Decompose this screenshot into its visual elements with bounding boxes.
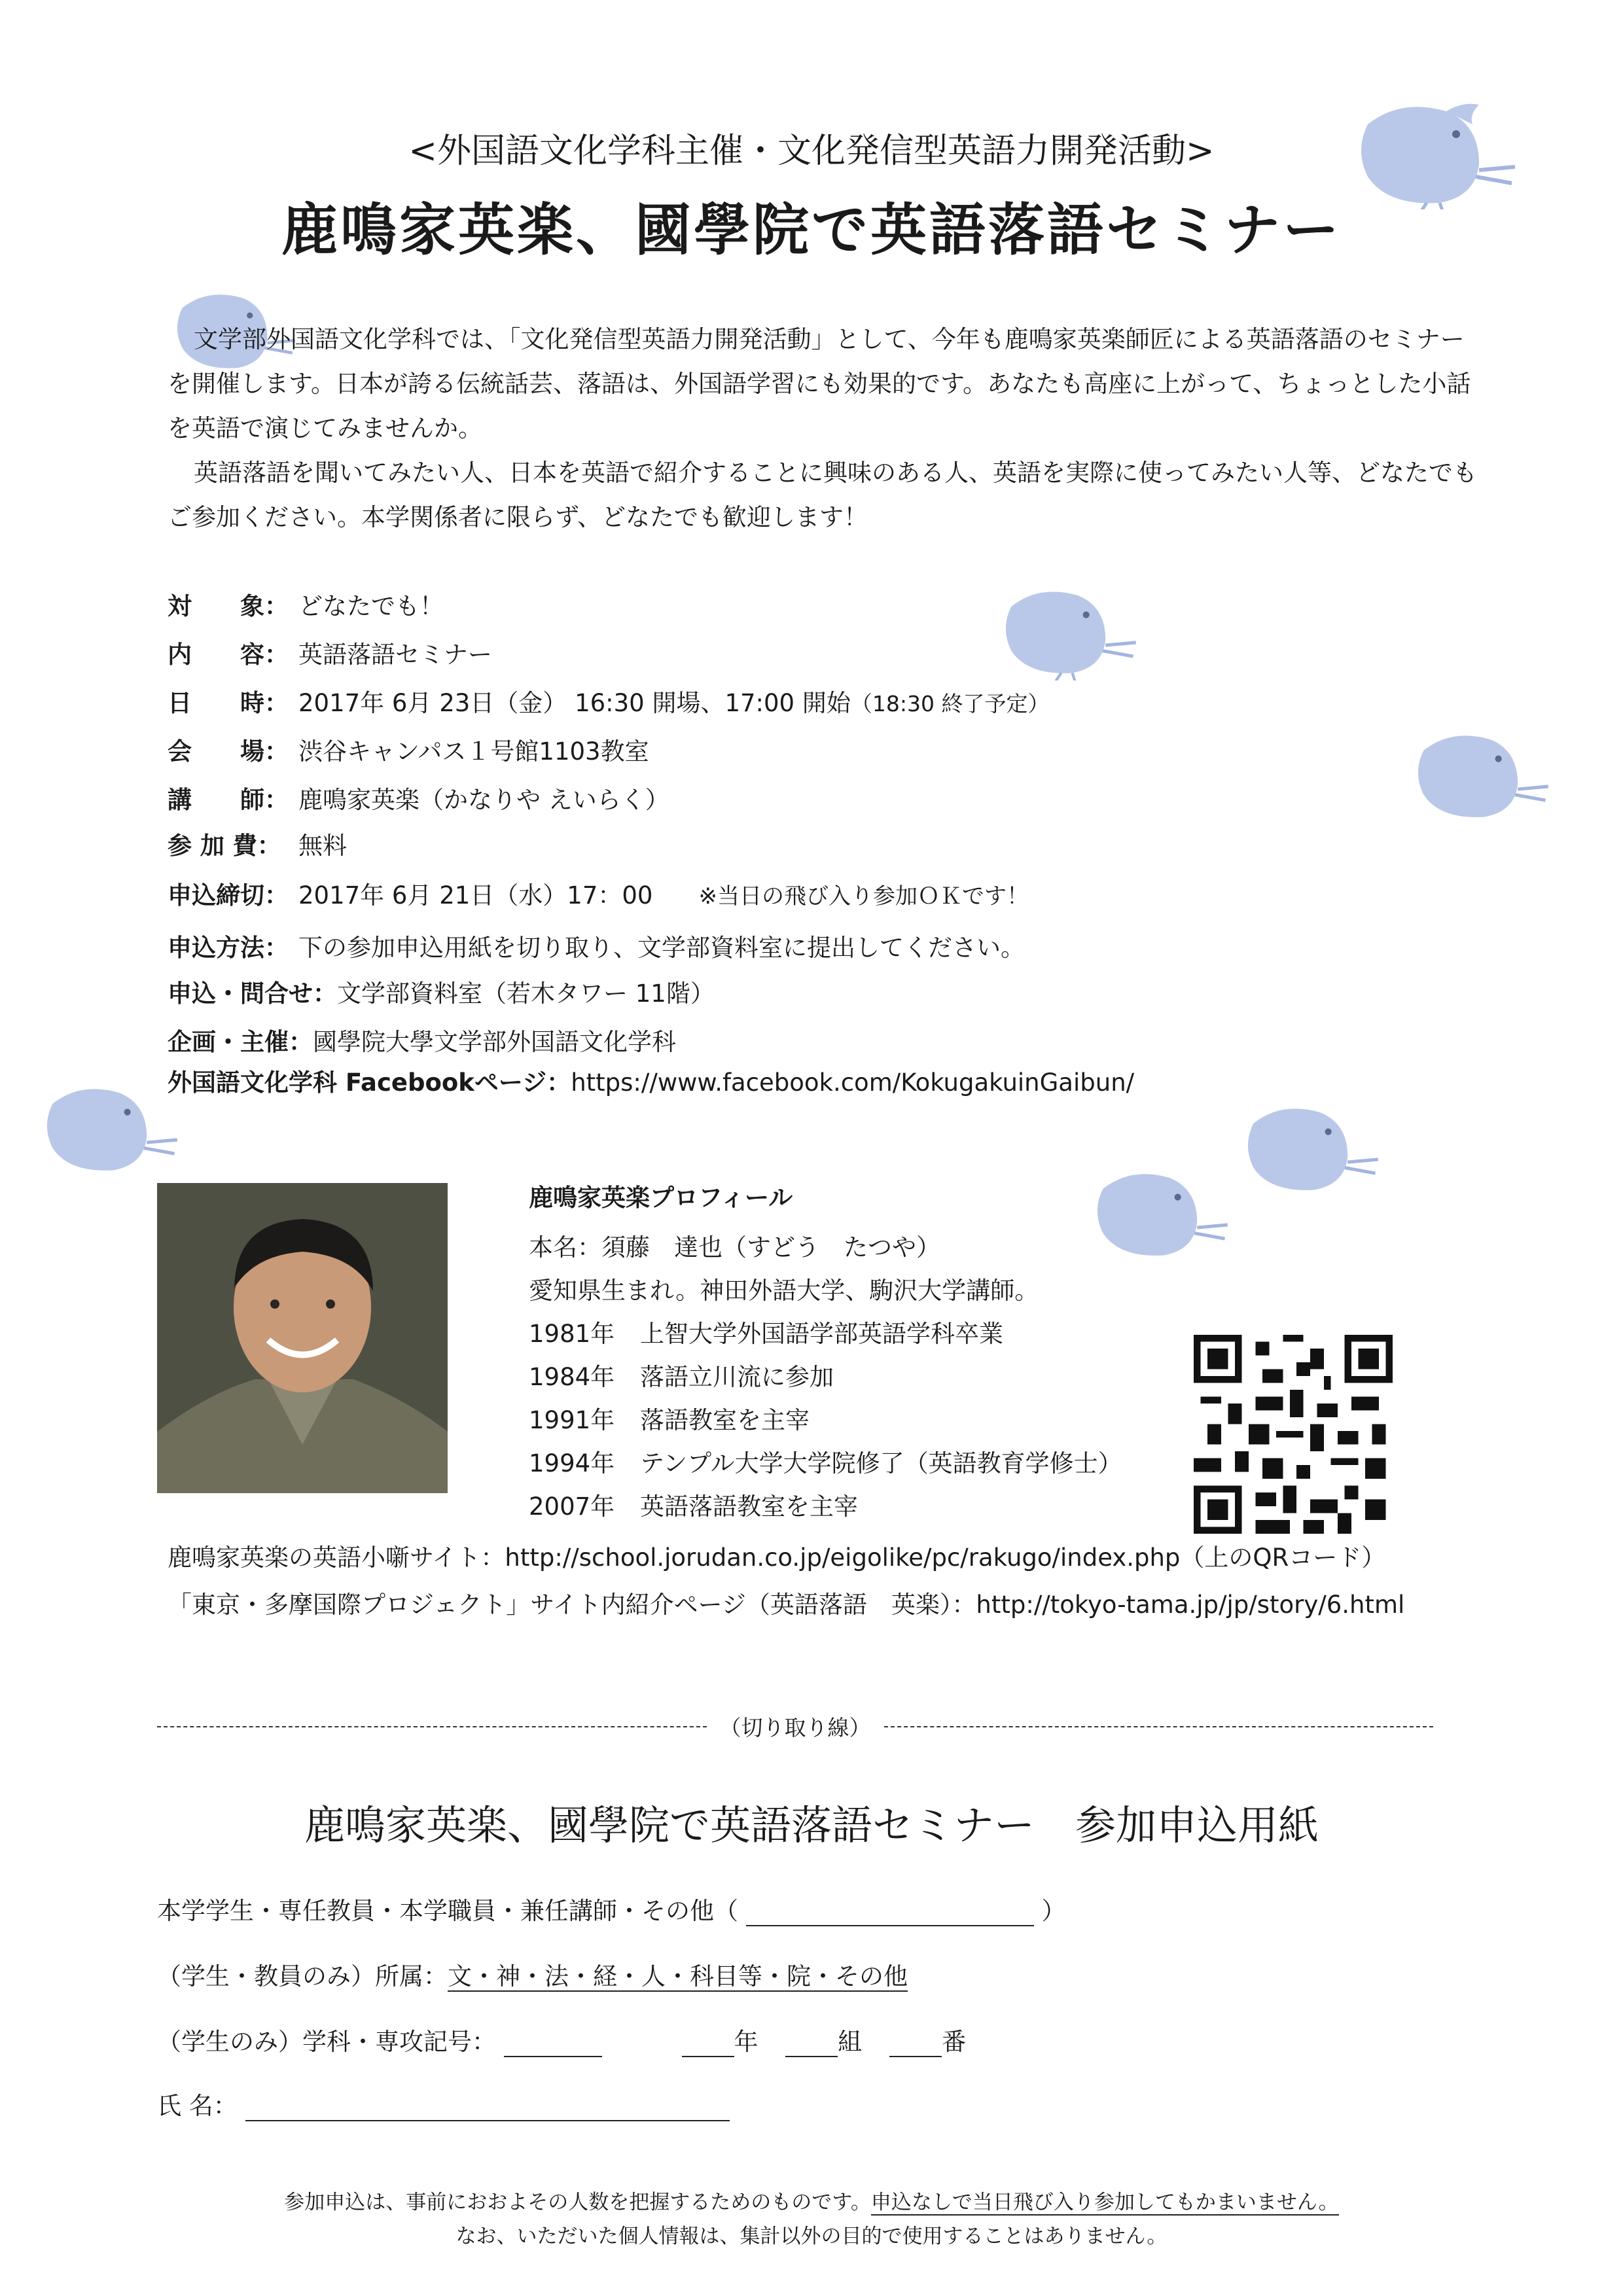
profile-history-item: 2007年 英語落語教室を主宰 — [529, 1492, 858, 1521]
detail-value: どなたでも！ — [298, 592, 444, 620]
form-title: 鹿鳴家英楽、國學院で英語落語セミナー 参加申込用紙 — [304, 1801, 1319, 1849]
detail-label: 内 容： — [168, 641, 289, 669]
detail-content — [168, 635, 492, 670]
detail-label: 企画・主催： — [168, 1028, 313, 1056]
event-subtitle: <外国語文化学科主催・文化発信型英語力開発活動> — [408, 132, 1215, 171]
detail-target — [168, 586, 444, 622]
detail-value: 國學院大學文学部外国語文化学科 — [313, 1028, 676, 1056]
profile-history-item: 1991年 落語教室を主宰 — [529, 1406, 810, 1434]
affiliation-options[interactable]: 文・神・法・経・人・科目等・院・その他 — [448, 1962, 908, 1990]
detail-value: 2017年 6月 21日（水）17：00 — [298, 881, 653, 910]
bird-illustration — [995, 582, 1139, 680]
form-department-line: （学生のみ）学科・専攻記号： 年 組 番 — [157, 2028, 967, 2056]
detail-note: ※当日の飛び入り参加ＯＫです！ — [698, 883, 1029, 910]
tokyo-tama-link[interactable]: 「東京・多摩国際プロジェクト」サイト内紹介ページ（英語落語 英楽）：http://tokyo-tama.jp/jp/story/6.html — [168, 1591, 1405, 1619]
form-affiliation-line: （学生・教員のみ）所属：文・神・法・経・人・科目等・院・その他 — [157, 1962, 908, 1990]
qr-code[interactable] — [1194, 1335, 1393, 1534]
profile-history-item: 1981年 上智大学外国語学部英語学科卒業 — [529, 1320, 1003, 1348]
detail-lecturer — [168, 780, 669, 815]
year-field[interactable] — [682, 2031, 734, 2057]
bird-illustration — [1237, 1099, 1381, 1197]
detail-label: 参 加 費： — [168, 832, 281, 860]
detail-value: 鹿鳴家英楽（かなりや えいらく） — [298, 786, 669, 814]
lecturer-photo — [157, 1183, 448, 1493]
detail-deadline — [168, 875, 1029, 911]
form-category-line: 本学学生・専任教員・本学職員・兼任講師・その他（ ） — [157, 1897, 1066, 1925]
detail-label: 日 時： — [168, 689, 289, 717]
detail-note: （18:30 終了予定） — [850, 691, 1050, 716]
detail-value: 2017年 6月 23日（金） 16:30 開場、17:00 開始 — [298, 689, 851, 717]
profile-history-item: 1984年 落語立川流に参加 — [529, 1363, 834, 1391]
detail-value: 渋谷キャンパス１号館1103教室 — [298, 737, 649, 766]
intro-paragraph-2: 英語落語を聞いてみたい人、日本を英語で紹介することに興味のある人、英語を実際に使ってみたい人等、どなたでもご参加ください。本学関係者に限らず、どなたでも歓迎します！ — [168, 459, 1477, 531]
profile-origin: 愛知県生まれ。神田外語大学、駒沢大学講師。 — [529, 1277, 1039, 1305]
rakugo-site-link[interactable]: 鹿鳴家英楽の英語小噺サイト：http://school.jorudan.co.jp/eigolike/pc/rakugo/index.php（上のQRコード） — [168, 1544, 1386, 1572]
detail-inquiry — [168, 974, 715, 1009]
cut-dash — [157, 1726, 707, 1727]
cut-line — [157, 1711, 1433, 1742]
facebook-link[interactable]: https://www.facebook.com/KokugakuinGaibun/ — [571, 1069, 1135, 1097]
bird-illustration — [1086, 1165, 1230, 1263]
cut-line-label: （切り取り線） — [719, 1715, 871, 1740]
detail-label: 講 師： — [168, 786, 289, 814]
detail-label: 会 場： — [168, 737, 289, 766]
detail-date — [168, 683, 1049, 718]
intro-text — [168, 317, 1483, 540]
detail-label: 申込方法： — [168, 934, 289, 962]
detail-fee — [168, 826, 347, 861]
detail-value: 英語落語セミナー — [298, 641, 492, 669]
profile-real-name: 本名：須藤 達也（すどう たつや） — [529, 1233, 940, 1262]
detail-venue — [168, 732, 649, 767]
form-name-line: 氏 名： — [157, 2086, 730, 2121]
intro-paragraph-1: 文学部外国語文化学科では、「文化発信型英語力開発活動」として、今年も鹿鳴家英楽師匠による英語落語のセミナーを開催します。日本が誇る伝統話芸、落語は、外国語学習にも効果的です。あなたも高座に上がって、ちょっとした小話を英語で演じてみませんか。 — [168, 325, 1471, 442]
bird-illustration — [36, 1080, 180, 1178]
detail-label: 対 象： — [168, 592, 289, 620]
footer-note-1: 参加申込は、事前におおよその人数を把握するためのものです。申込なしで当日飛び入り参加してもかまいません。 — [284, 2191, 1339, 2214]
profile-history-item: 1994年 テンプル大学大学院修了（英語教育学修士） — [529, 1449, 1122, 1477]
detail-value: 無料 — [298, 832, 347, 860]
bird-illustration — [1407, 726, 1551, 824]
department-code-field[interactable] — [504, 2031, 602, 2057]
footer-note-2: なお、いただいた個人情報は、集計以外の目的で使用することはありません。 — [455, 2225, 1168, 2248]
other-field[interactable] — [746, 1900, 1034, 1926]
detail-method — [168, 928, 1025, 963]
number-field[interactable] — [889, 2031, 942, 2057]
detail-label: 申込・問合せ： — [168, 980, 337, 1008]
group-field[interactable] — [785, 2031, 838, 2057]
detail-facebook — [168, 1063, 1134, 1098]
name-field[interactable] — [245, 2095, 730, 2121]
detail-label: 外国語文化学科 Facebookページ： — [168, 1069, 571, 1097]
detail-value: 下の参加申込用紙を切り取り、文学部資料室に提出してください。 — [298, 934, 1025, 962]
page-title: 鹿鳴家英楽、國學院で英語落語セミナー — [281, 198, 1342, 263]
profile-title: 鹿鳴家英楽プロフィール — [529, 1184, 793, 1212]
detail-organizer — [168, 1022, 676, 1057]
detail-label: 申込締切： — [168, 881, 289, 910]
cut-dash — [884, 1726, 1434, 1727]
detail-value: 文学部資料室（若木タワー 11階） — [337, 980, 715, 1008]
